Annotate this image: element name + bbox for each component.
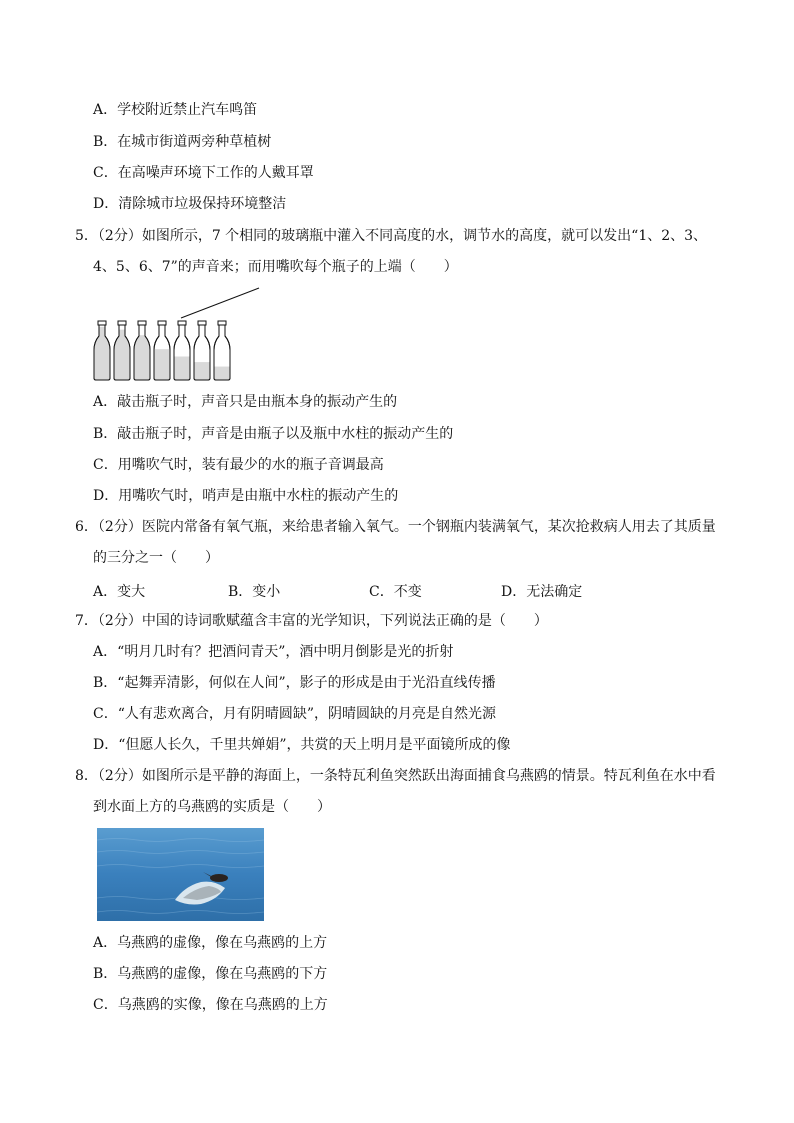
q5-option-a: A．敲击瓶子时，声音只是由瓶本身的振动产生的 (93, 394, 398, 410)
bottles-figure (90, 284, 270, 384)
q4-option-d: D．清除城市垃圾保持环境整洁 (93, 196, 287, 212)
q8-stem-line2: 到水面上方的乌燕鸥的实质是（ ） (93, 799, 331, 815)
q5-stem-line2: 4、5、6、7”的声音来；而用嘴吹每个瓶子的上端（ ） (93, 259, 458, 275)
q5-option-d: D．用嘴吹气时，哨声是由瓶中水柱的振动产生的 (93, 488, 399, 504)
q6-option-b: B．变小 (228, 584, 281, 600)
bottle (114, 321, 130, 380)
sea-background (97, 828, 264, 921)
q8-option-b: B．乌燕鸥的虚像，像在乌燕鸥的下方 (93, 966, 328, 982)
water-column (94, 327, 110, 380)
q6-option-d: D．无法确定 (501, 584, 583, 600)
water-column (214, 367, 230, 380)
water-column (134, 335, 150, 380)
q5-option-c: C．用嘴吹气时，装有最少的水的瓶子音调最高 (93, 457, 384, 473)
q7-option-a: A．“明月几时有？把酒问青天”，酒中明月倒影是光的折射 (93, 644, 454, 660)
q6-stem-line2: 的三分之一（ ） (93, 550, 219, 566)
bottle (134, 321, 150, 380)
water-column (194, 362, 210, 380)
q7-option-b: B．“起舞弄清影，何似在人间”，影子的形成是由于光沿直线传播 (93, 675, 496, 691)
water-column (154, 349, 170, 380)
q7-option-c: C．“人有悲欢离合，月有阴晴圆缺”，阴晴圆缺的月亮是自然光源 (93, 706, 497, 722)
bottle (194, 321, 210, 380)
q5-option-b: B．敲击瓶子时，声音是由瓶子以及瓶中水柱的振动产生的 (93, 426, 454, 442)
tern-bird (210, 874, 228, 882)
bottle (214, 321, 230, 380)
q6-options (93, 581, 693, 599)
q8-option-c: C．乌燕鸥的实像，像在乌燕鸥的上方 (93, 997, 328, 1013)
bottle (94, 321, 110, 380)
q4-option-b: B．在城市街道两旁种草植树 (93, 134, 272, 150)
q6-option-c: C．不变 (369, 584, 422, 600)
fish-bird-photo (97, 828, 264, 921)
water-column (174, 356, 190, 380)
bottle (174, 321, 190, 380)
q4-option-a: A．学校附近禁止汽车鸣笛 (93, 102, 258, 118)
q7-stem: 7．（2分）中国的诗词歌赋蕴含丰富的光学知识，下列说法正确的是（ ） (75, 613, 548, 629)
q6-stem-line1: 6．（2分）医院内常备有氧气瓶，来给患者输入氧气。一个钢瓶内装满氧气，某次抢救病人用去了其质量 (75, 519, 716, 535)
q5-stem-line1: 5．（2分）如图所示，7 个相同的玻璃瓶中灌入不同高度的水，调节水的高度，就可以发出“1、2、3、 (75, 228, 708, 244)
q8-option-a: A．乌燕鸥的虚像，像在乌燕鸥的上方 (93, 935, 328, 951)
bottle (154, 321, 170, 380)
q4-option-c: C．在高噪声环境下工作的人戴耳罩 (93, 165, 314, 181)
water-column (114, 330, 130, 380)
q7-option-d: D．“但愿人长久，千里共婵娟”，共赏的天上明月是平面镜所成的像 (93, 737, 511, 753)
q6-option-a: A．变大 (93, 584, 146, 600)
straw-line (181, 288, 259, 318)
q8-stem-line1: 8．（2分）如图所示是平静的海面上，一条特瓦利鱼突然跃出海面捕食乌燕鸥的情景。特瓦利鱼在水中看 (75, 768, 716, 784)
